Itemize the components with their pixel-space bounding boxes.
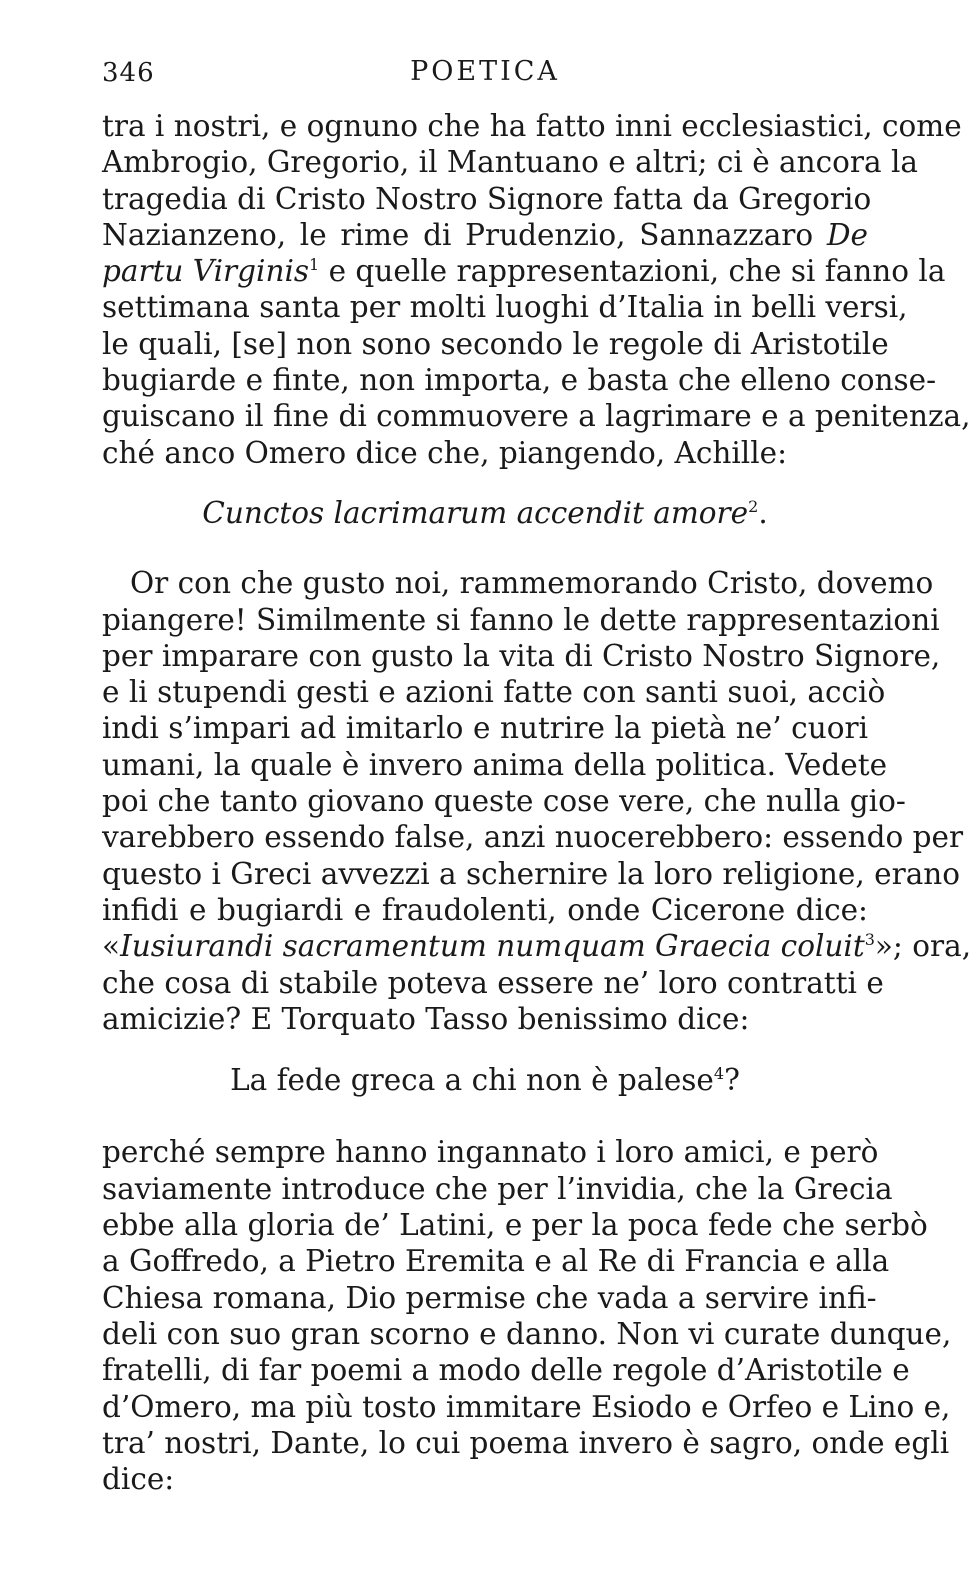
- text-run: ché anco Omero dice che, piangendo, Achille:: [102, 435, 788, 470]
- text-line: [102, 217, 868, 253]
- text-line: [102, 326, 889, 362]
- text-run: Iusiurandi sacramentum numquam Graecia coluit: [120, 929, 865, 964]
- text-run: fratelli, di far poemi a modo delle regole d’Aristotile e: [102, 1353, 910, 1388]
- text-run: Cunctos lacrimarum accendit amore: [202, 495, 749, 530]
- text-run: tra i nostri, e ognuno che ha fatto inni ecclesiastici, come: [102, 109, 962, 143]
- text-run: tragedia di Cristo Nostro Signore fatta da Gregorio: [102, 181, 872, 216]
- text-run: varebbero essendo false, anzi nuocerebbero: essendo per: [102, 820, 964, 855]
- text-line: [102, 289, 908, 325]
- text-line: [102, 1352, 910, 1388]
- text-run: umani, la quale è invero anima della politica. Vedete: [102, 747, 888, 782]
- paragraph-1: [102, 108, 971, 471]
- text-line: [102, 674, 886, 710]
- text-run: saviamente introduce che per l’invidia, che la Grecia: [102, 1171, 893, 1206]
- text-line: [102, 602, 940, 638]
- text-line: [102, 638, 941, 674]
- paragraph-2: [102, 565, 971, 1037]
- text-run: e li stupendi gesti e azioni fatte con santi suoi, acciò: [102, 675, 886, 710]
- text-run: Or con che gusto noi, rammemorando Cristo, dovemo: [130, 566, 934, 601]
- text-run: deli con suo gran scorno e danno. Non vi curate dunque,: [102, 1316, 952, 1351]
- text-run: piangere! Similmente si fanno le dette rappresentazioni: [102, 602, 940, 637]
- text-run: .: [758, 495, 768, 530]
- text-run: bugiarde e finte, non importa, e basta che elleno conse‑: [102, 363, 937, 398]
- text-line: [102, 783, 906, 819]
- text-line: [102, 1243, 890, 1279]
- text-run: guiscano il fine di commuovere a lagrimare e a penitenza,: [102, 399, 971, 434]
- text-run: tra’ nostri, Dante, lo cui poema invero è sagro, onde egli: [102, 1425, 950, 1460]
- text-line: [102, 398, 971, 434]
- text-run: per imparare con gusto la vita di Cristo Nostro Signore,: [102, 638, 941, 673]
- page-header: [102, 52, 868, 92]
- text-run: e quelle rappresentazioni, che si fanno la: [319, 254, 946, 289]
- footnote-marker: 3: [864, 930, 875, 950]
- text-line: [102, 747, 888, 783]
- text-run: ?: [724, 1063, 740, 1098]
- text-line: [102, 1134, 879, 1170]
- verse-quote-1: [102, 495, 868, 531]
- text-run: Ambrogio, Gregorio, il Mantuano e altri; ci è ancora la: [102, 145, 918, 180]
- text-line: [102, 435, 868, 471]
- footnote-marker: 2: [748, 497, 759, 517]
- text-run: De: [826, 217, 868, 252]
- text-line: [102, 108, 962, 144]
- text-run: indi s’impari ad imitarlo e nutrire la pietà ne’ cuori: [102, 711, 868, 746]
- text-run: partu Virginis: [102, 254, 310, 289]
- paragraph-3: [102, 1134, 952, 1497]
- text-line: [102, 1207, 928, 1243]
- text-line: [102, 710, 868, 746]
- text-line: [102, 1001, 868, 1037]
- text-line: [102, 1461, 868, 1497]
- text-line: [102, 253, 946, 289]
- book-page: [102, 52, 971, 1497]
- text-run: che cosa di stabile poteva essere ne’ loro contratti e: [102, 965, 884, 1000]
- text-line: [102, 1389, 951, 1425]
- text-line: [102, 856, 961, 892]
- text-run: dice:: [102, 1462, 175, 1497]
- text-run: infidi e bugiardi e fraudolenti, onde Cicerone dice:: [102, 892, 868, 927]
- text-run: Nazianzeno, le rime di Prudenzio, Sannazzaro: [102, 217, 827, 252]
- text-run: »; ora,: [874, 929, 971, 964]
- text-run: amicizie? E Torquato Tasso benissimo dice:: [102, 1001, 750, 1036]
- footnote-marker: 4: [713, 1064, 725, 1084]
- verse-quote-2: [102, 1062, 868, 1098]
- text-line: [102, 1280, 877, 1316]
- text-line: [102, 1425, 950, 1461]
- page-number: 346: [102, 58, 155, 88]
- text-line: [102, 819, 964, 855]
- text-run: poi che tanto giovano queste cose vere, che nulla gio‑: [102, 784, 906, 819]
- text-line: [102, 1171, 893, 1207]
- text-run: questo i Greci avvezzi a schernire la loro religione, erano: [102, 856, 961, 891]
- text-run: perché sempre hanno ingannato i loro amici, e però: [102, 1135, 879, 1170]
- text-run: «: [102, 929, 121, 964]
- text-line: [102, 892, 868, 928]
- text-run: settimana santa per molti luoghi d’Italia in belli versi,: [102, 290, 908, 325]
- footnote-marker: 1: [309, 255, 320, 275]
- text-line: [102, 965, 884, 1001]
- text-line: [102, 362, 937, 398]
- text-run: le quali, [se] non sono secondo le regole di Aristotile: [102, 326, 889, 361]
- text-line: [102, 181, 872, 217]
- text-line: [102, 928, 971, 964]
- text-line: [102, 144, 918, 180]
- text-run: a Goffredo, a Pietro Eremita e al Re di Francia e alla: [102, 1244, 890, 1279]
- text-run: ebbe alla gloria de’ Latini, e per la poca fede che serbò: [102, 1208, 928, 1243]
- running-title: POETICA: [410, 56, 560, 87]
- text-line: [102, 1316, 952, 1352]
- text-line: [102, 565, 934, 601]
- text-run: d’Omero, ma più tosto immitare Esiodo e Orfeo e Lino e,: [102, 1389, 951, 1424]
- text-run: La fede greca a chi non è palese: [230, 1063, 714, 1098]
- text-run: Chiesa romana, Dio permise che vada a servire infi‑: [102, 1280, 877, 1315]
